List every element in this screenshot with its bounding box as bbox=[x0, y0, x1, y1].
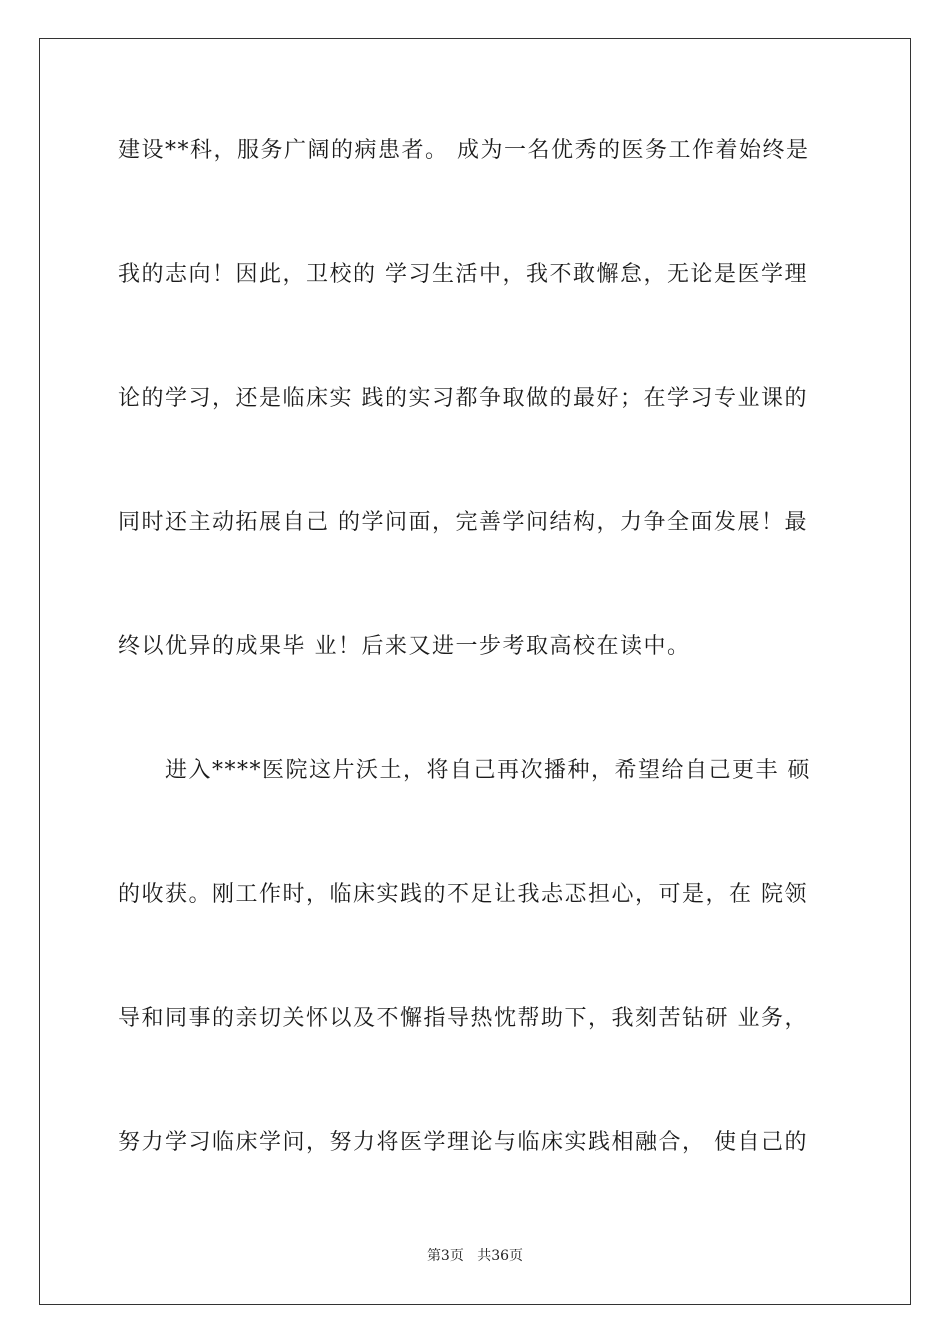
paragraph-line-9: 努力学习临床学问，努力将医学理论与临床实践相融合， 使自己的 bbox=[118, 1130, 808, 1155]
paragraph-line-4: 同时还主动拓展自己 的学问面，完善学问结构，力争全面发展！最 bbox=[118, 510, 808, 535]
paragraph-line-8: 导和同事的亲切关怀以及不懈指导热忱帮助下，我刻苦钻研 业务， bbox=[118, 1006, 808, 1031]
page-number: 第3页 bbox=[426, 1248, 464, 1264]
paragraph-line-7: 的收获。刚工作时，临床实践的不足让我忐忑担心，可是，在 院领 bbox=[118, 882, 808, 907]
page-frame bbox=[39, 38, 911, 1305]
page-total: 共36页 bbox=[477, 1248, 524, 1264]
paragraph-line-6: 进入****医院这片沃土，将自己再次播种，希望给自己更丰 硕 bbox=[165, 758, 811, 783]
paragraph-line-1: 建设**科，服务广阔的病患者。 成为一名优秀的医务工作着始终是 bbox=[118, 138, 810, 163]
paragraph-line-5: 终以优异的成果毕 业！后来又进一步考取高校在读中。 bbox=[118, 634, 691, 659]
page-footer bbox=[0, 1247, 950, 1265]
paragraph-line-3: 论的学习，还是临床实 践的实习都争取做的最好；在学习专业课的 bbox=[118, 386, 808, 411]
paragraph-line-2: 我的志向！因此，卫校的 学习生活中，我不敢懈怠，无论是医学理 bbox=[118, 262, 808, 287]
